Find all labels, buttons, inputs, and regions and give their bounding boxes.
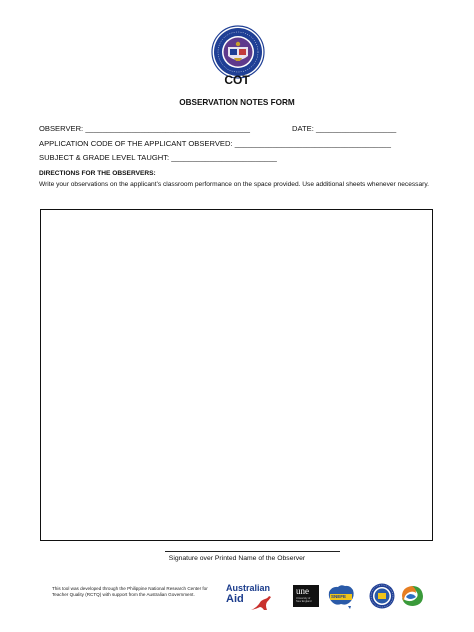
observer-label: OBSERVER: (39, 124, 84, 133)
une-logo (293, 585, 319, 607)
date-field (292, 124, 396, 133)
signature-line (165, 551, 340, 552)
snefe-logo (326, 582, 356, 610)
form-subtitle: OBSERVATION NOTES FORM (179, 98, 295, 107)
subject-grade-blank: _________________________ (171, 153, 277, 162)
une-text: une (296, 586, 309, 596)
australian-aid-line2: Aid (226, 593, 244, 605)
deped-seal-logo (211, 25, 265, 79)
subject-grade-label: SUBJECT & GRADE LEVEL TAUGHT: (39, 153, 170, 162)
institution-seal-logo (369, 583, 395, 609)
kangaroo-icon (248, 594, 274, 612)
application-code-label: APPLICATION CODE OF THE APPLICANT OBSERVED: (39, 139, 233, 148)
footer-note: This tool was developed through the Philippine National Research Center for Teacher Quality (RCTQ) with support from the Australian Government. (52, 586, 208, 597)
rctq-logo (398, 583, 426, 609)
application-code-field (39, 139, 391, 148)
signature-label: Signature over Printed Name of the Observer (168, 555, 306, 562)
une-subtext: University of New England (296, 597, 312, 603)
directions-text: Write your observations on the applicant’s classroom performance on the space provided. Use additional sheets whenever necessary. (39, 181, 429, 188)
date-blank: ___________________ (315, 124, 397, 133)
observation-notes-area[interactable] (40, 209, 433, 541)
date-label: DATE: (292, 124, 314, 133)
subject-grade-field (39, 153, 277, 162)
page-title: COT (224, 73, 250, 87)
observer-field (39, 124, 250, 133)
australian-aid-line1: Australian (226, 583, 271, 593)
snefe-text: SNEFE (331, 594, 347, 599)
australian-aid-logo (226, 584, 276, 614)
directions-heading: DIRECTIONS FOR THE OBSERVERS: (39, 170, 156, 177)
application-code-blank: _____________________________________ (234, 139, 391, 148)
observer-blank: _______________________________________ (85, 124, 251, 133)
